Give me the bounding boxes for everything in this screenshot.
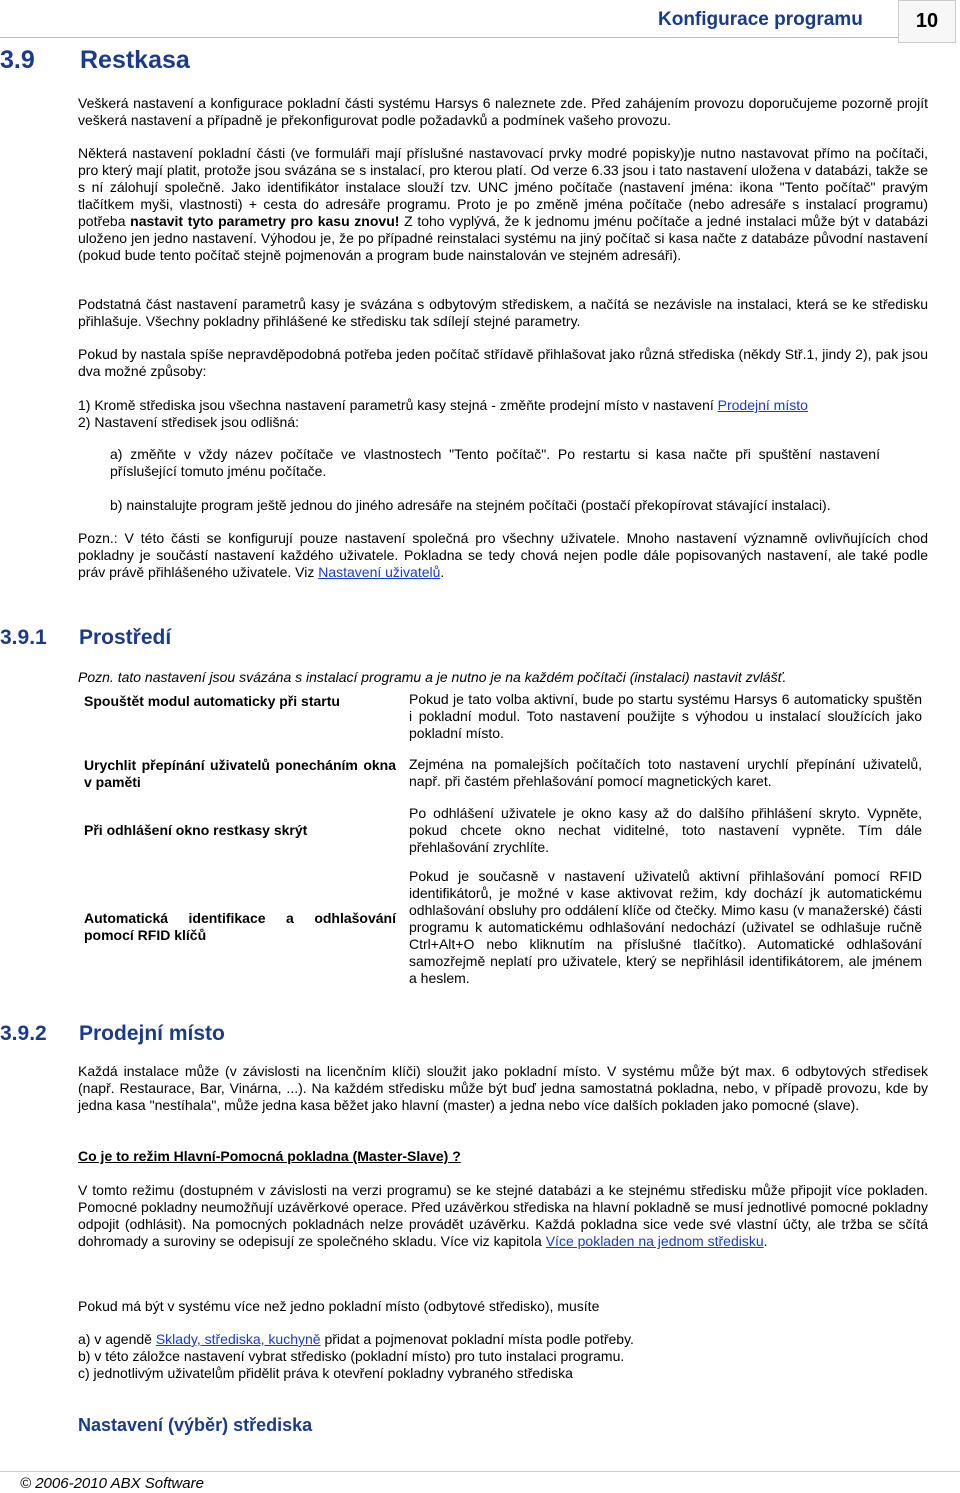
subsection-title: Prodejní místo (79, 1022, 225, 1045)
unc-paragraph (78, 145, 928, 264)
page-number: 10 (898, 0, 956, 43)
setting-label-fast-switch: Urychlit přepínání uživatelů ponecháním okna v paměti (84, 757, 396, 790)
footer-copyright: © 2006-2010 ABX Software (20, 1475, 204, 1492)
option-2: 2) Nastavení středisek jsou odlišná: (78, 414, 299, 430)
multi-place-paragraph: Pokud má být v systému více než jedno pokladní místo (odbytové středisko), musíte (78, 1298, 600, 1314)
prostredi-note: Pozn. tato nastavení jsou svázána s instalací programu a je nutno je na každém počítači (instalaci) nastavit zvlášť. (78, 669, 787, 685)
setting-desc-autostart: Pokud je tato volba aktivní, bude po startu systému Harsys 6 automaticky spuštěn i pokladní modul. Toto nastavení použijte s výhodou u instalací sloužících jako pokladní místo. (409, 691, 922, 741)
option-2b: b) nainstalujte program ještě jednou do jiného adresáře na stejném počítači (postačí překopírovat stávající instalaci). (110, 497, 831, 513)
list-item-c: c) jednotlivým uživatelům přidělit práva k otevření pokladny vybraného střediska (78, 1365, 573, 1381)
sklady-strediska-kuchyne-link[interactable]: Sklady, střediska, kuchyně (155, 1331, 321, 1347)
unc-text-a: Některá nastavení pokladní části (ve formuláři mají příslušné nastavovací prvky modré popisky)je nutno nastavovat přímo na počítači, pro který mají platit, protože jsou svázána se s instalací, pro kterou platí. Od verze 6.33 jsou i tato nastavení uložena v databázi, takže se s ní zálohují společně. Jako identifikátor instalace slouží tzv. UNC jméno počítače (nastavení jména: ikona "Tento počítač" pravým tlačítkem myši, vlastnosti) + cesta do adresáře programu. Proto je po změně jména počítače (nebo adresáře s instalací programu) potřeba (78, 145, 928, 229)
running-header-title: Konfigurace programu (658, 9, 863, 30)
master-slave-text: V tomto režimu (dostupném v závislosti na verzi programu) se ke stejné databázi a ke stejnému středisku může připojit více pokladen. Pomocné pokladny neumožňují uzávěrkové operace. Před uzávěrkou střediska na hlavní pokladně se musí jednotlivé pomocné pokladny odpojit (odhlásit). Na pomocných pokladnách nelze provádět uzávěrku. Každá pokladna sice vede své vlastní účty, ale tržba se sčítá dohromady a suroviny se odepisují ze společného skladu. Více viz kapitola (78, 1182, 928, 1249)
subsection-heading-prostredi (0, 626, 171, 650)
option-1-text: 1) Kromě střediska jsou všechna nastavení parametrů kasy stejná - změňte prodejní místo v nastavení (78, 397, 718, 413)
header-rule (0, 37, 898, 38)
nastaveni-uzivatelu-link[interactable]: Nastavení uživatelů (318, 564, 441, 580)
footer-rule (0, 1471, 960, 1472)
setting-desc-hide-window: Po odhlášení uživatele je okno kasy až do dalšího přihlášení skryto. Vypněte, pokud chcete okno nechat viditelné, toto nastavení vypněte. Tím dále přehlašování zrychlíte. (409, 805, 922, 855)
note-text: Pozn.: V této části se konfigurují pouze nastavení společná pro všechny uživatele. Mnoho nastavení významně ovlivňujících chod pokladny je součástí nastavení každého uživatele. Pokladna se tedy chová nejen podle dále popisovaných nastavení, ale také podle práv právě přihlášeného uživatele. Viz (78, 530, 928, 580)
setting-desc-rfid: Pokud je současně v nastavení uživatelů aktivní přihlašování pomocí RFID identifikátorů, je možné v kase aktivovat režim, kdy dochází jk automatickému odhlašování obsluhy pro oddálení klíče od čtečky. Mimo kasu (v manažerské) části programu k automatickému odhlašování nedochází (uživatel se odhlašuje ručně Ctrl+Alt+O nebo kliknutím na příslušné tlačítko). Automatické odhlašování samozřejmě neplatí pro uživatele, který se nepřihlásil identifikátorem, ale jménem a heslem. (409, 868, 922, 986)
two-ways-paragraph: Pokud by nastala spíše nepravděpodobná potřeba jeden počítač střídavě přihlašovat jako různá střediska (někdy Stř.1, jindy 2), pak jsou dva možné způsoby: (78, 346, 928, 379)
list-a-post: přidat a pojmenovat pokladní místa podle potřeby. (320, 1331, 634, 1347)
note-paragraph (78, 530, 928, 581)
vice-pokladen-link[interactable]: Více pokladen na jednom středisku (545, 1233, 764, 1249)
setting-label-autostart: Spouštět modul automaticky při startu (84, 693, 340, 709)
subsection-heading-prodejni-misto (0, 1022, 225, 1046)
master-slave-paragraph (78, 1182, 928, 1250)
prodejni-misto-link[interactable]: Prodejní místo (717, 397, 808, 413)
subsection-number: 3.9.2 (0, 1022, 47, 1045)
setting-label-rfid: Automatická identifikace a odhlašování pomocí RFID klíčů (84, 910, 396, 943)
subsection-number: 3.9.1 (0, 626, 47, 649)
unc-text-bold: nastavit tyto parametry pro kasu znovu! (130, 213, 400, 229)
list-item-a (78, 1331, 928, 1348)
prodejni-misto-paragraph: Každá instalace může (v závislosti na licenčním klíči) sloužit jako pokladní místo. V systému může být max. 6 odbytových středisek (např. Restaurace, Bar, Vinárna, ...). Na každém středisku může být buď jedna samostatná pokladna, nebo, v případě provozu, kde by jedna kasa "nestíhala", může jedna kasa běžet jako hlavní (master) a jedna nebo více dalších pokladen jako pomocné (slave). (78, 1063, 928, 1113)
option-1 (78, 397, 928, 414)
setting-label-hide-window: Při odhlášení okno restkasy skrýt (84, 822, 308, 838)
list-item-b: b) v této záložce nastavení vybrat středisko (pokladní místo) pro tuto instalaci programu. (78, 1348, 625, 1364)
note-end: . (440, 564, 445, 580)
intro-paragraph: Veškerá nastavení a konfigurace pokladní části systému Harsys 6 naleznete zde. Před zahájením provozu doporučujeme pozorně projít veškerá nastavení a případně je překonfigurovat podle požadavků a podmínek vašeho provozu. (78, 95, 928, 128)
subsection-title: Prostředí (79, 626, 172, 649)
section-title: Restkasa (80, 46, 190, 74)
nastaveni-strediska-heading: Nastavení (výběr) střediska (78, 1415, 313, 1435)
option-2a: a) změňte v vždy název počítače ve vlastnostech "Tento počítač". Po restartu si kasa načte při spuštění nastavení příslušející tomuto jménu počítače. (110, 446, 880, 479)
master-slave-end: . (763, 1233, 768, 1249)
stredisko-paragraph: Podstatná část nastavení parametrů kasy je svázána s odbytovým střediskem, a načítá se nezávisle na instalaci, která se ke středisku přihlašuje. Všechny pokladny přihlášené ke středisku tak sdílejí stejné parametry. (78, 296, 928, 329)
master-slave-question: Co je to režim Hlavní-Pomocná pokladna (Master-Slave) ? (78, 1148, 461, 1164)
unc-text-b: Z toho vyplývá, že k jednomu jménu počítače a jedné instalaci může být v databázi uloženo jen jedno nastavení. Výhodou je, že po případné reinstalaci systému na jiný počítač si kasa načte z databáze původní nastavení (pokud bude tento počítač stejně pojmenován a program bude nainstalován ve stejném adresáři). (78, 213, 928, 263)
list-a-pre: a) v agendě (78, 1331, 156, 1347)
setting-desc-fast-switch: Zejména na pomalejších počítačích toto nastavení urychlí přepínání uživatelů, např. při častém přehlašování pomocí magnetických karet. (409, 756, 922, 789)
section-heading (0, 46, 190, 75)
section-number: 3.9 (0, 46, 35, 74)
